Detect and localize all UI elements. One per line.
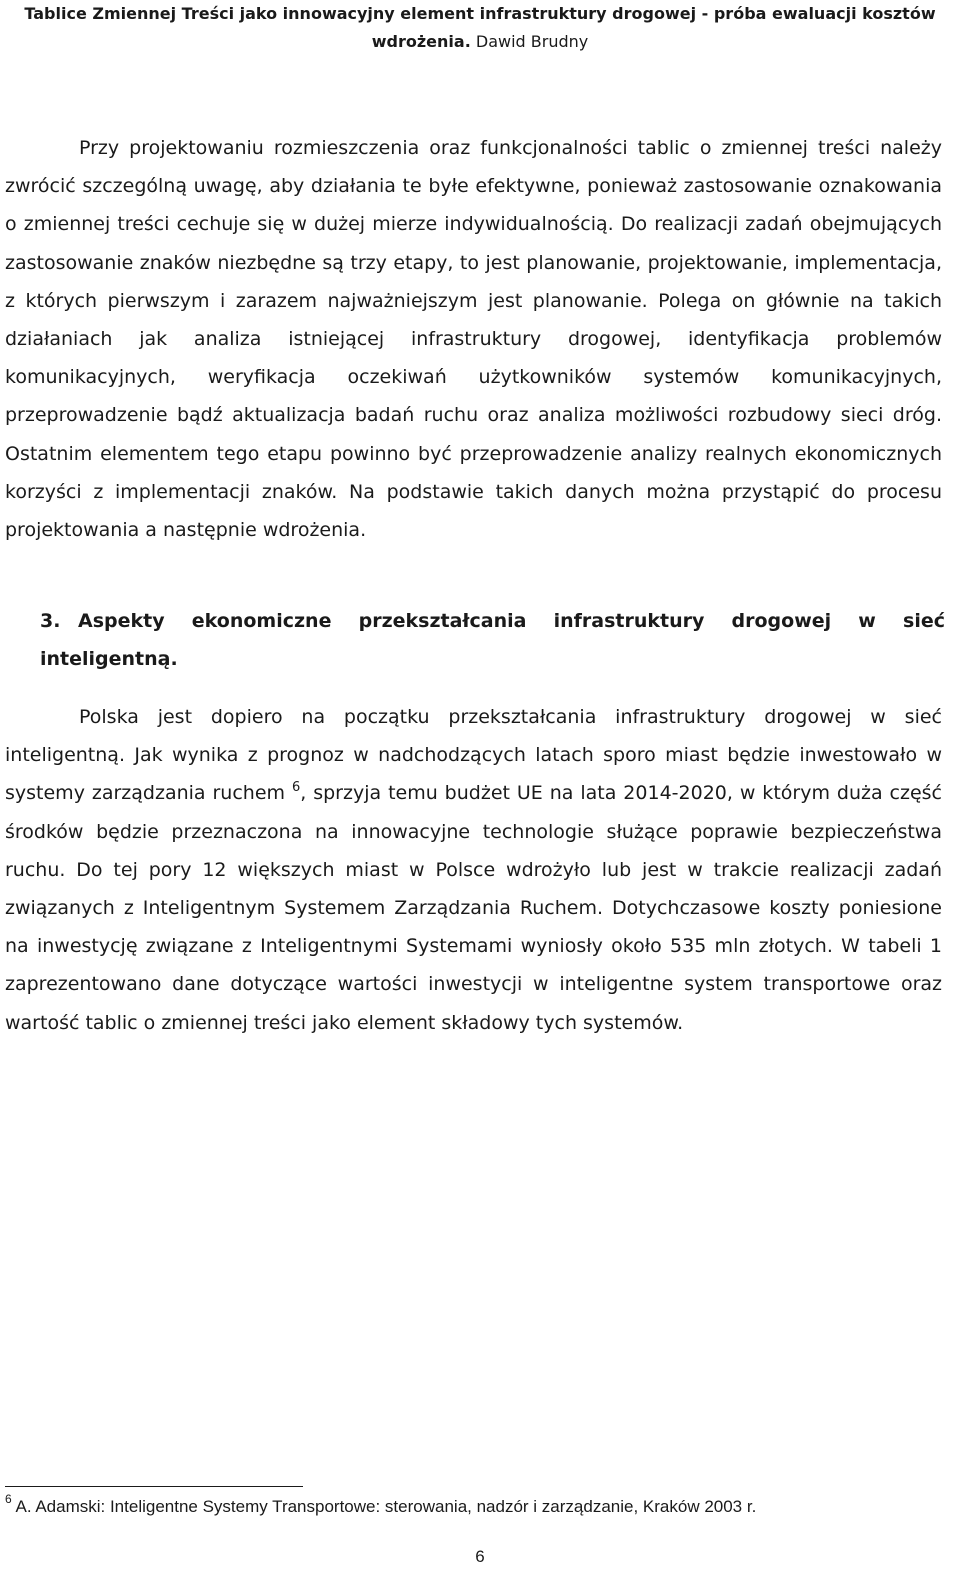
footnote-reference[interactable]: 6 xyxy=(291,780,301,796)
header-author: Dawid Brudny xyxy=(475,32,589,51)
footnote-separator xyxy=(5,1486,303,1487)
paragraph-2-part-2: , sprzyja temu budżet UE na lata 2014-2020, w którym duża część środków będzie przeznaczona na innowacyjne technologie służące poprawie bezpieczeństwa ruchu. Do tej pory 12 większych miast w Polsce wdrożyło lub jest w trakcie realizacji zadań związanych z Inteligentnym Systemem Zarządzania Ruchem. Dotychczasowe koszty poniesione na inwestycję związane z Inteligentnymi Systemami wyniosły około 535 mln złotych. W tabeli 1 zaprezentowano dane dotyczące wartości inwestycji w inteligentne system transportowe oraz wartość tablic o zmiennej treści jako element składowy tych systemów. xyxy=(5,782,942,1034)
running-header xyxy=(0,0,960,56)
footnote xyxy=(5,1494,945,1520)
paragraph-1: Przy projektowaniu rozmieszczenia oraz funkcjonalności tablic o zmiennej treści należy zwrócić szczególną uwagę, aby działania te byłe efektywne, ponieważ zastosowanie oznakowania o zmiennej treści cechuje się w dużej mierze indywidualnością. Do realizacji zadań obejmujących zastosowanie znaków niezbędne są trzy etapy, to jest planowanie, projektowanie, implementacja, z których pierwszym i zarazem najważniejszym jest planowanie. Polega on głównie na takich działaniach jak analiza istniejącej infrastruktury drogowej, identyfikacja problemów komunikacyjnych, weryfikacja oczekiwań użytkowników systemów komunikacyjnych, przeprowadzenie bądź aktualizacja badań ruchu oraz analiza możliwości rozbudowy sieci dróg. Ostatnim elementem tego etapu powinno być przeprowadzenie analizy realnych ekonomicznych korzyści z implementacji znaków. Na podstawie takich danych można przystąpić do procesu projektowania a następnie wdrożenia. xyxy=(5,137,942,542)
section-title: Aspekty ekonomiczne przekształcania infrastruktury drogowej w sieć inteligentną. xyxy=(40,610,945,671)
paragraph-2 xyxy=(5,698,942,1042)
footnote-marker: 6 xyxy=(5,1492,12,1506)
section-heading xyxy=(40,602,945,678)
paragraph-2-part-1: Polska jest dopiero na początku przekształcania infrastruktury drogowej w sieć inteligentną. Jak wynika z prognoz w nadchodzących latach sporo miast będzie inwestowało w systemy zarządzania ruchem xyxy=(5,706,942,805)
footnote-text: A. Adamski: Inteligentne Systemy Transportowe: sterowania, nadzór i zarządzanie, Kraków 2003 r. xyxy=(15,1497,757,1516)
header-title: Tablice Zmiennej Treści jako innowacyjny element infrastruktury drogowej - próba ewaluacji kosztów wdrożenia. xyxy=(24,4,936,51)
section-number: 3. xyxy=(40,610,61,632)
page-number: 6 xyxy=(475,1547,485,1566)
